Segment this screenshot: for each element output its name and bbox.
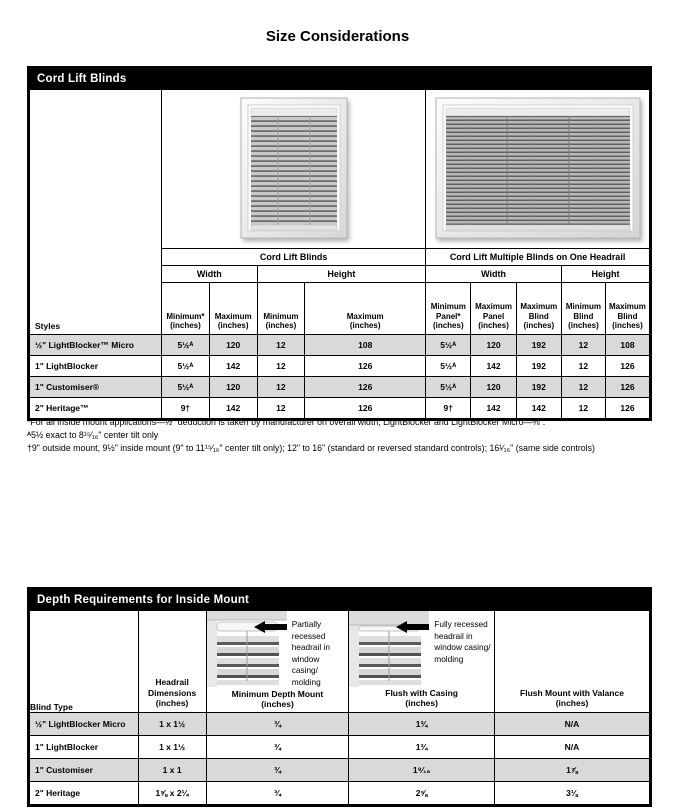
page-title: Size Considerations [265,28,410,45]
table-cell: 126 [605,356,649,377]
row-label: ½" LightBlocker™ Micro [30,335,162,356]
blind-type-header [30,611,139,713]
header-line: Minimum* [166,311,205,321]
table-cell: ¾ [206,713,349,736]
table-cell: ¾ [206,782,349,805]
table-cell: 192 [516,335,561,356]
column-sublabel: (inches) [261,699,294,710]
table-cell: 5½ᴬ [426,356,471,377]
row-label: 1" Customiser® [30,377,162,398]
row-label: ½" LightBlocker Micro [30,713,139,736]
headrail-dimensions-header [138,611,206,713]
table-cell: 5½ᴬ [426,335,471,356]
blind-type-label: Blind Type [30,702,73,712]
header-line: Maximum [609,302,646,312]
cord-lift-band: Cord Lift Blinds [30,69,650,90]
footnote: ᴬ5½ exact to 8¹⁵⁄₁₆" center tilt only [27,429,159,440]
table-cell: 120 [209,335,257,356]
single-cord-lift-blind-image [240,97,348,239]
flush-with-casing-header [349,611,495,713]
footnotes [27,416,649,454]
group-header-cord-lift: Cord Lift Blinds [162,249,426,266]
header-line: Minimum [430,302,466,312]
header-line: (inches) [265,321,297,331]
table-cell: 126 [305,377,426,398]
table-row [30,736,650,759]
table-cell: 120 [209,377,257,398]
table-row [30,90,650,249]
table-cell: 126 [605,398,649,419]
table-cell: 142 [516,398,561,419]
header-line: (inches) [478,321,509,331]
partially-recessed-caption: Partially recessed headrail in window casing/ molding [291,619,330,688]
height-header: Height [257,266,426,283]
table-cell: 12 [257,356,305,377]
header-line: Minimum [565,302,601,312]
column-header [471,283,516,335]
column-header [426,283,471,335]
height-header: Height [561,266,649,283]
column-header [561,283,605,335]
table-cell: 9† [162,398,210,419]
table-cell: 108 [605,335,649,356]
table-cell: 108 [305,335,426,356]
header-line: (inches) [432,321,464,331]
table-cell: 3⅛ [494,782,649,805]
fully-recessed-caption: Fully recessed headrail in window casing/ molding [434,619,491,664]
header-line: Blind [617,311,638,321]
multiple-blinds-image-cell [426,90,650,249]
table-cell: 142 [209,356,257,377]
table-cell: 12 [257,398,305,419]
column-label: Flush with Casing [385,687,458,698]
header-line: Maximum [475,302,512,312]
minimum-depth-header [206,611,349,713]
styles-header-cell [30,90,162,335]
table-cell: 12 [561,377,605,398]
row-label: 2" Heritage™ [30,398,162,419]
table-cell: 1⅝ x 2¼ [138,782,206,805]
depth-tbody [30,713,650,805]
single-blind-image-cell [162,90,426,249]
table-row [30,611,650,713]
styles-label: Styles [35,321,61,331]
table-cell: ¾ [206,759,349,782]
header-line: (inches) [612,321,643,331]
header-line: Maximum [346,311,384,321]
width-header: Width [162,266,257,283]
header-line: (inches) [217,321,249,331]
table-cell: N/A [494,713,649,736]
header-line: (inches) [568,321,599,331]
table-cell: 5½ᴬ [162,335,210,356]
table-cell: 5½ᴬ [162,377,210,398]
table-cell: 126 [305,398,426,419]
header-line: (inches) [349,321,381,331]
header-line: Maximum [214,311,252,321]
table-row [30,713,650,736]
cord-lift-table [27,66,652,421]
header-line: (inches) [155,698,189,709]
table-row [30,377,650,398]
table-cell: 142 [209,398,257,419]
column-header [162,283,210,335]
table-cell: 1⁹⁄₁₆ [349,759,495,782]
header-line: Blind [528,311,549,321]
footnote: *For all inside mount applications—½" deduction is taken by manufacturer on overall width; LightBlocker and LightBlocker Micro—⅜". [27,417,546,427]
column-header [257,283,305,335]
table-cell: 1 x 1½ [138,736,206,759]
table-cell: ¾ [206,736,349,759]
table-cell: 120 [471,377,516,398]
table-cell: 192 [516,377,561,398]
header-line: Panel [482,311,505,321]
row-label: 1" Customiser [30,759,139,782]
table-cell: 126 [305,356,426,377]
table-cell: 12 [561,398,605,419]
table-cell: 5½ᴬ [162,356,210,377]
header-line: Maximum [520,302,558,312]
table-cell: 5½ᴬ [426,377,471,398]
table-cell: 142 [471,356,516,377]
table-cell: 1⅞ [494,759,649,782]
header-line: Headrail [155,677,189,688]
table-cell: 1¾ [349,713,495,736]
group-header-multiple-blinds: Cord Lift Multiple Blinds on One Headrail [426,249,650,266]
header-line: Dimensions [148,687,197,698]
depth-band: Depth Requirements for Inside Mount [30,590,650,611]
multiple-cord-lift-blinds-image [435,97,641,239]
column-sublabel: (inches) [405,698,438,709]
header-line: (inches) [170,321,201,331]
column-header [605,283,649,335]
table-cell: 126 [605,377,649,398]
table-row [30,782,650,805]
table-cell: 192 [516,356,561,377]
table-cell: 1 x 1 [138,759,206,782]
table-cell: 9† [426,398,471,419]
header-line: Panel* [436,311,461,321]
table-row [30,356,650,377]
footnote: †9" outside mount, 9½" inside mount (9" to 11¹⁵⁄₁₆" center tilt only); 12" to 16" (standard or reversed standard controls); 16¹⁄₁₆" (same side controls) [27,442,595,453]
column-header [209,283,257,335]
column-label: Minimum Depth Mount [231,688,324,699]
table-cell: 1 x 1½ [138,713,206,736]
row-label: 2" Heritage [30,782,139,805]
header-line: (inches) [523,321,555,331]
fully-recessed-headrail-image [349,611,429,687]
table-row [30,335,650,356]
table-cell: N/A [494,736,649,759]
row-label: 1" LightBlocker [30,356,162,377]
table-cell: 12 [561,356,605,377]
column-header [305,283,426,335]
depth-requirements-table [27,587,652,807]
table-row [30,759,650,782]
table-cell: 2⅝ [349,782,495,805]
column-sublabel: (inches) [555,698,589,709]
table-cell: 142 [471,398,516,419]
flush-mount-valance-header [494,611,649,713]
column-header [516,283,561,335]
table-row [30,590,650,611]
header-line: Blind [573,311,594,321]
row-label: 1" LightBlocker [30,736,139,759]
table-cell: 12 [561,335,605,356]
table-cell: 120 [471,335,516,356]
table-cell: 1¾ [349,736,495,759]
header-line: Minimum [263,311,299,321]
table-cell: 12 [257,377,305,398]
table-row [30,69,650,90]
width-header: Width [426,266,562,283]
table-cell: 12 [257,335,305,356]
cord-lift-tbody [30,335,650,419]
column-label: Flush Mount with Valance [520,687,624,698]
partially-recessed-headrail-image [207,611,287,687]
